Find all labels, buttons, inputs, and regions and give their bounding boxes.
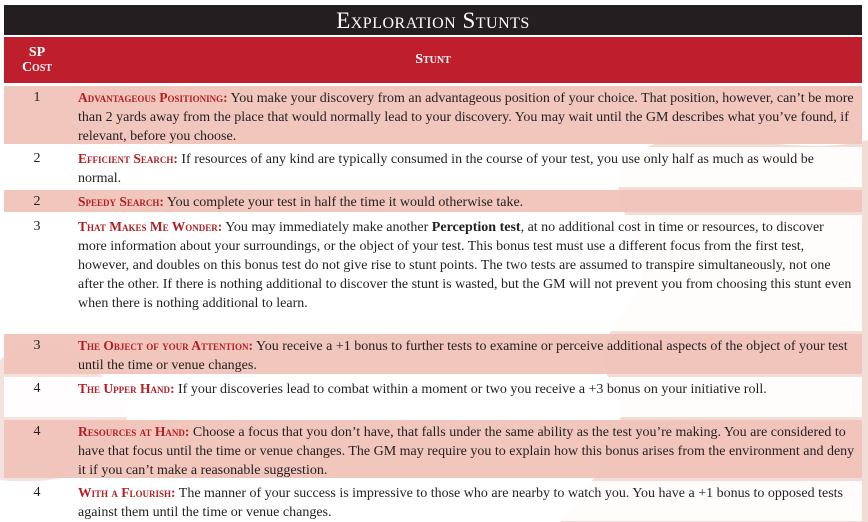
stunt-name: Advantageous Positioning: <box>78 90 228 105</box>
row-description <box>70 334 862 374</box>
row-description <box>70 190 862 212</box>
row-description <box>70 420 862 478</box>
table-row <box>4 481 862 521</box>
table-row <box>4 190 862 212</box>
row-description <box>70 86 862 144</box>
row-description <box>70 377 862 417</box>
stunt-text: Choose a focus that you don’t have, that falls under the same ability as the test you’re making. You are considered to have that focus until the time or venue changes. The GM may require you to explain how this bonus arises from the environment and deny it if you can’t make a reasonable suggestion. <box>78 425 855 478</box>
table-row <box>4 215 862 331</box>
stunt-name: Efficient Search: <box>78 151 178 166</box>
row-cost: 4 <box>33 424 41 439</box>
row-cost: 1 <box>33 90 41 105</box>
stunt-name: The Upper Hand: <box>78 381 175 396</box>
table-row <box>4 377 862 417</box>
header-sp: SP <box>28 45 46 60</box>
stunt-text: If your discoveries lead to combat within a moment or two you receive a +3 bonus on your initiative roll. <box>174 382 767 397</box>
table-title: Exploration Stunts <box>4 5 862 35</box>
header-stunt: Stunt <box>415 52 451 67</box>
row-description <box>70 481 862 521</box>
stunt-text-before: You may immediately make another <box>222 220 432 235</box>
table-row <box>4 334 862 374</box>
stunt-text: The manner of your success is impressive to those who are nearby to watch you. You have a +1 bonus to opposed tests against them until the time or venue changes. <box>78 486 843 520</box>
table-row <box>4 86 862 144</box>
row-cost: 4 <box>33 381 41 396</box>
header-sp-cost <box>4 37 70 83</box>
stunt-text-after: , at no additional cost in time or resources, to discover more information about your surroundings, or the object of your test. This bonus test must use a different focus from the first test, however, and doubles on this bonus test do not give rise to stunt points. The two tests are assumed to transpire simultaneously, not one after the other. If there is nothing additional to discover the stunt is wasted, but the GM will not prevent you from choosing this stunt even when there is nothing additional to learn. <box>78 220 852 311</box>
table-row <box>4 420 862 478</box>
row-description <box>70 215 862 331</box>
stunt-name: Speedy Search: <box>78 194 164 209</box>
perception-test-term: Perception test <box>431 220 521 235</box>
row-description <box>70 147 862 187</box>
exploration-stunts-table <box>4 5 862 521</box>
stunt-text: You make your discovery from an advantageous position of your choice. That position, however, can’t be more than 2 yards away from the place that would normally lead to your discovery. You may wait until the GM describes what you’ve found, if relevant, before you choose. <box>78 91 854 144</box>
row-cost: 2 <box>33 151 41 166</box>
header-cost: Cost <box>21 60 53 75</box>
stunt-text: You complete your test in half the time it would otherwise take. <box>163 195 524 210</box>
stunt-text: You receive a +1 bonus to further tests to examine or perceive additional aspects of the object of your test until the time or venue changes. <box>78 339 848 373</box>
stunt-text: If resources of any kind are typically consumed in the course of your test, you use only half as much as would be normal. <box>78 152 814 186</box>
stunt-name: That Makes Me Wonder: <box>78 219 223 234</box>
stunt-name: The Object of your Attention: <box>78 338 254 353</box>
row-cost: 3 <box>33 219 41 234</box>
stunt-name: With a Flourish: <box>78 485 176 500</box>
row-cost: 2 <box>33 194 41 209</box>
table-header <box>4 37 862 83</box>
row-cost: 3 <box>33 338 41 353</box>
table-row <box>4 147 862 187</box>
stunt-name: Resources at Hand: <box>78 424 190 439</box>
row-cost: 4 <box>33 485 41 500</box>
